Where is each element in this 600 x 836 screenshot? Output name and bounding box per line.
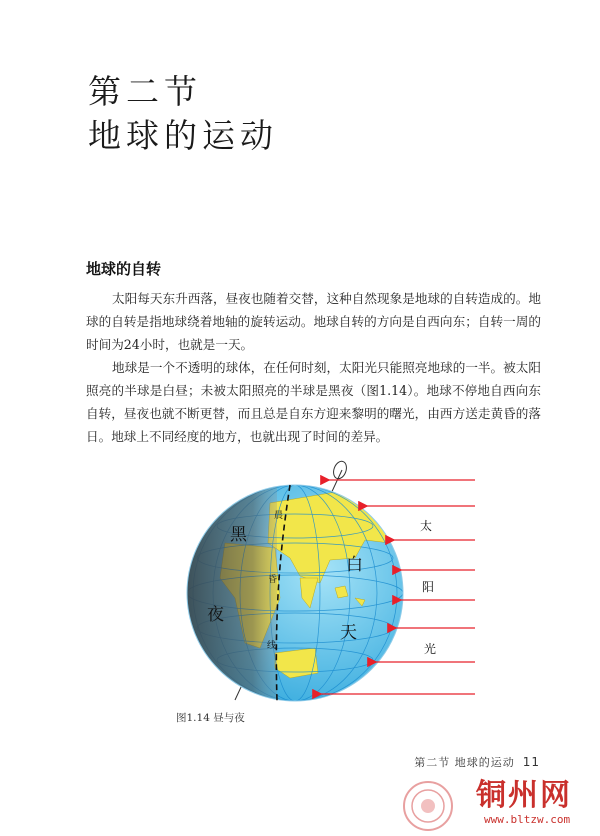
paragraph-1: 太阳每天东升西落，昼夜也随着交替，这种自然现象是地球的自转造成的。地球的自转是指地球绕着地轴的旋转运动。地球自转的方向是自西向东；自转一周的时间为24小时，也就是一天。 xyxy=(86,291,541,352)
night-label-2: 夜 xyxy=(207,605,224,625)
day-label-2: 天 xyxy=(340,623,357,643)
watermark-text: 铜州网 xyxy=(476,778,572,813)
section-heading: 地球的自转 xyxy=(86,260,162,278)
page-footer xyxy=(414,754,540,770)
night-label-1: 黑 xyxy=(230,525,247,545)
paragraph-2: 地球是一个不透明的球体，在任何时刻，太阳光只能照亮地球的一半。被太阳照亮的半球是白昼；未被太阳照亮的半球是黑夜（图1.14）。地球不停地自西向东自转，昼夜也就不断更替，而且总是自东方迎来黎明的曙光，由西方送走黄昏的落日。地球上不同经度的地方，也就出现了时间的差异。 xyxy=(86,360,541,444)
rotation-indicator xyxy=(331,459,348,480)
day-label-1: 白 xyxy=(346,555,363,575)
night-shade xyxy=(180,478,277,718)
terminator-label-3: 线 xyxy=(267,641,277,651)
sun-label-1: 太 xyxy=(420,519,433,533)
watermark-url: www.bltzw.com xyxy=(484,813,571,826)
chapter-section-title: 地球的运动 xyxy=(88,116,278,155)
sun-label-2: 阳 xyxy=(422,580,435,594)
page-number: 11 xyxy=(522,755,540,769)
footer-section-title: 第二节 地球的运动 xyxy=(414,756,515,769)
terminator-label-2: 昏 xyxy=(268,575,278,585)
sun-label-3: 光 xyxy=(424,642,437,656)
chapter-section-number: 第二节 xyxy=(88,72,202,111)
figure-caption: 图1.14 昼与夜 xyxy=(176,712,245,724)
day-night-figure xyxy=(150,448,490,718)
terminator-label-1: 晨 xyxy=(274,511,284,521)
